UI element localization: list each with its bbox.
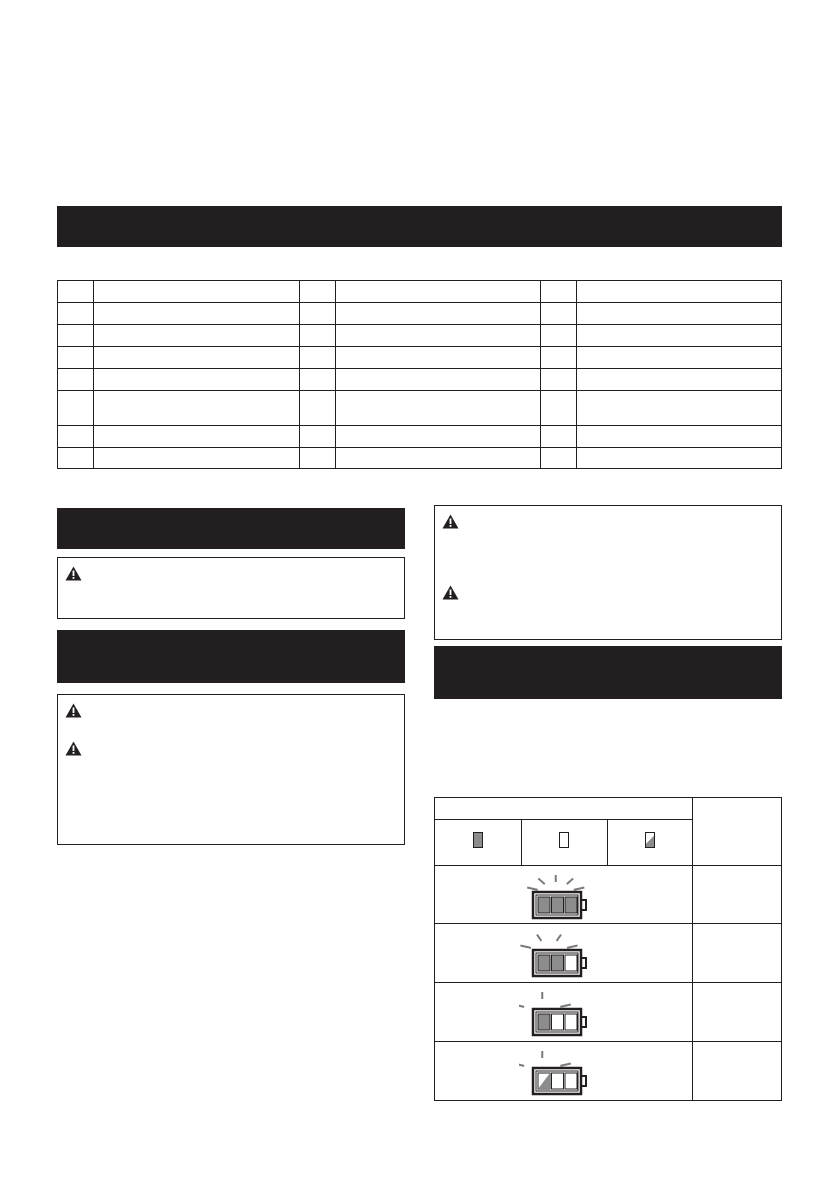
warning-triangle-icon bbox=[65, 566, 82, 581]
part-name-cell bbox=[93, 369, 299, 391]
part-name-cell bbox=[93, 448, 299, 469]
section-heading-bar-functional-description bbox=[434, 646, 782, 699]
part-name-cell bbox=[335, 426, 541, 448]
part-name-cell bbox=[577, 281, 782, 303]
section-heading-bar-safety-warnings bbox=[57, 630, 405, 683]
part-name-cell bbox=[335, 391, 541, 426]
part-number-cell bbox=[541, 303, 577, 325]
table-row bbox=[58, 391, 782, 426]
part-number-cell bbox=[541, 448, 577, 469]
part-name-cell bbox=[335, 303, 541, 325]
parts-table-body bbox=[58, 281, 782, 469]
table-row bbox=[58, 303, 782, 325]
remaining-capacity-cell bbox=[693, 866, 782, 924]
table-row bbox=[58, 448, 782, 469]
lamp-blinking-legend bbox=[645, 832, 655, 848]
part-name-cell bbox=[335, 369, 541, 391]
indicator-level-row bbox=[435, 866, 782, 924]
battery-indicator-table bbox=[434, 797, 782, 1101]
remaining-capacity-cell bbox=[693, 983, 782, 1042]
indicator-level-rows bbox=[435, 866, 782, 1101]
part-name-cell bbox=[93, 347, 299, 369]
table-row bbox=[58, 426, 782, 448]
table-row bbox=[58, 325, 782, 347]
section-heading-bar-intended-use bbox=[57, 508, 405, 549]
part-number-cell bbox=[299, 448, 335, 469]
part-name-cell bbox=[577, 369, 782, 391]
part-name-cell bbox=[335, 281, 541, 303]
warning-triangle-icon bbox=[65, 741, 82, 756]
parts-description-table bbox=[57, 280, 782, 469]
section-heading-bar-specifications bbox=[57, 206, 782, 247]
part-name-cell bbox=[93, 281, 299, 303]
part-number-cell bbox=[299, 369, 335, 391]
battery-indicator-icon bbox=[519, 985, 609, 1039]
part-name-cell bbox=[577, 426, 782, 448]
part-number-cell bbox=[541, 369, 577, 391]
warning-triangle-icon bbox=[65, 703, 82, 718]
indicator-level-row bbox=[435, 1042, 782, 1101]
part-number-cell bbox=[299, 303, 335, 325]
part-name-cell bbox=[577, 391, 782, 426]
part-number-cell bbox=[58, 391, 94, 426]
part-number-cell bbox=[58, 303, 94, 325]
part-number-cell bbox=[541, 347, 577, 369]
remaining-capacity-header bbox=[693, 798, 782, 866]
warning-box-2 bbox=[57, 694, 405, 845]
warning-box-1 bbox=[57, 557, 405, 619]
part-number-cell bbox=[58, 347, 94, 369]
battery-indicator-icon bbox=[519, 868, 609, 922]
part-number-cell bbox=[541, 281, 577, 303]
part-number-cell bbox=[58, 369, 94, 391]
table-row bbox=[58, 281, 782, 303]
part-number-cell bbox=[58, 426, 94, 448]
part-number-cell bbox=[541, 426, 577, 448]
part-name-cell bbox=[335, 347, 541, 369]
indicator-level-row bbox=[435, 983, 782, 1042]
part-number-cell bbox=[58, 325, 94, 347]
remaining-capacity-cell bbox=[693, 1042, 782, 1101]
part-name-cell bbox=[93, 426, 299, 448]
part-name-cell bbox=[577, 448, 782, 469]
indicator-lamps-header bbox=[435, 798, 693, 820]
part-name-cell bbox=[577, 347, 782, 369]
part-name-cell bbox=[93, 391, 299, 426]
battery-indicator-icon bbox=[519, 1044, 609, 1098]
part-number-cell bbox=[541, 325, 577, 347]
table-row bbox=[58, 369, 782, 391]
lamp-lit-legend bbox=[473, 832, 483, 848]
part-number-cell bbox=[299, 426, 335, 448]
part-number-cell bbox=[58, 281, 94, 303]
part-number-cell bbox=[299, 391, 335, 426]
part-number-cell bbox=[299, 347, 335, 369]
indicator-level-row bbox=[435, 924, 782, 983]
warning-triangle-icon bbox=[442, 514, 459, 529]
battery-indicator-icon bbox=[519, 926, 609, 980]
part-number-cell bbox=[58, 448, 94, 469]
table-row bbox=[58, 347, 782, 369]
part-name-cell bbox=[577, 303, 782, 325]
warning-triangle-icon bbox=[442, 585, 459, 600]
part-name-cell bbox=[577, 325, 782, 347]
part-name-cell bbox=[335, 325, 541, 347]
lamp-off-legend bbox=[559, 832, 569, 848]
part-number-cell bbox=[541, 391, 577, 426]
part-number-cell bbox=[299, 325, 335, 347]
part-name-cell bbox=[93, 325, 299, 347]
remaining-capacity-cell bbox=[693, 924, 782, 983]
part-name-cell bbox=[93, 303, 299, 325]
part-number-cell bbox=[299, 281, 335, 303]
warning-box-3 bbox=[434, 505, 782, 640]
part-name-cell bbox=[335, 448, 541, 469]
